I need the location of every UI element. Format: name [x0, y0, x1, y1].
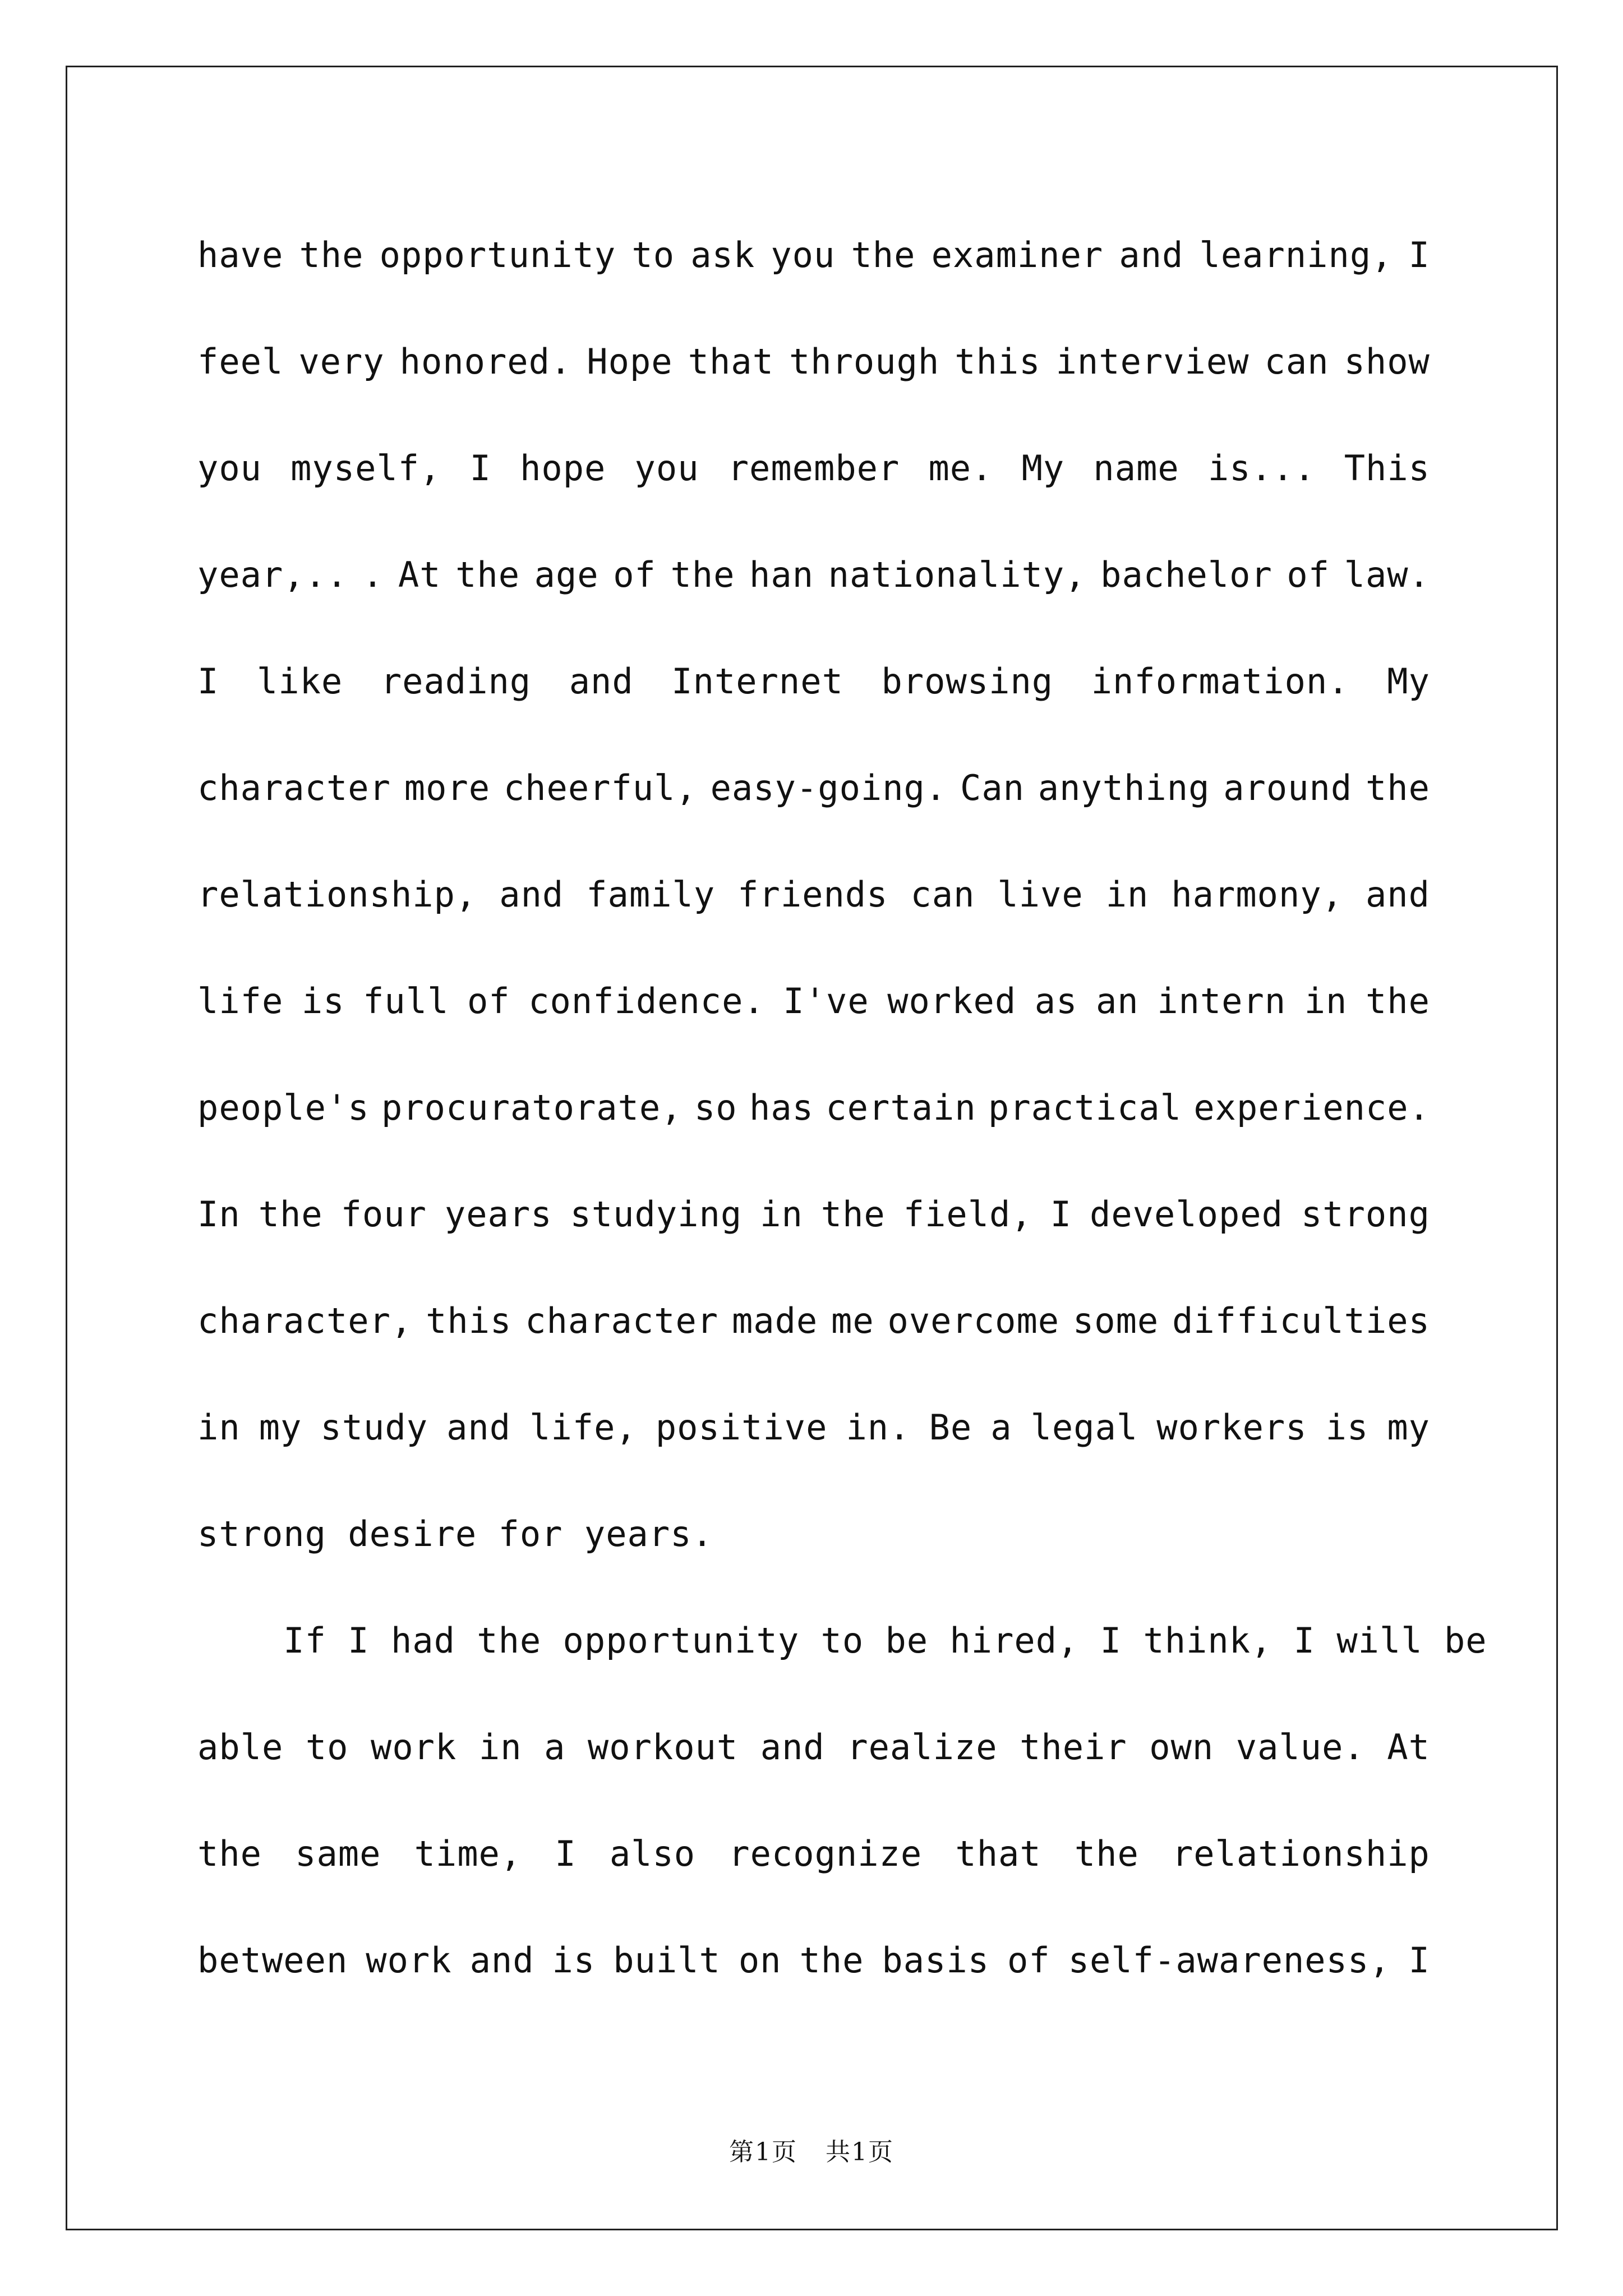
text-line: between work and is built on the basis of self-awareness, I: [197, 1940, 1430, 1981]
text-line: the same time, I also recognize that the relationship: [197, 1833, 1430, 1874]
page-total: 共1页: [826, 2138, 894, 2166]
text-line: In the four years studying in the field, I developed strong: [197, 1194, 1430, 1235]
page-number: 第1页: [729, 2138, 797, 2166]
text-line: in my study and life, positive in. Be a legal workers is my: [197, 1407, 1430, 1448]
text-line: character more cheerful, easy-going. Can anything around the: [197, 767, 1430, 808]
text-line: have the opportunity to ask you the examiner and learning, I: [197, 234, 1430, 275]
text-line: people's procuratorate, so has certain practical experience.: [197, 1087, 1430, 1128]
text-line: life is full of confidence. I've worked as an intern in the: [197, 981, 1430, 1022]
text-line: relationship, and family friends can live in harmony, and: [197, 874, 1430, 915]
text-line: able to work in a workout and realize their own value. At: [197, 1727, 1430, 1768]
text-line: year,.. . At the age of the han nationality, bachelor of law.: [197, 554, 1430, 595]
text-line: you myself, I hope you remember me. My name is... This: [197, 448, 1430, 489]
text-line: strong desire for years.: [197, 1513, 713, 1554]
text-line: If I had the opportunity to be hired, I think, I will be: [197, 1620, 1487, 1661]
page-footer: [0, 2132, 1623, 2168]
text-line: feel very honored. Hope that through this interview can show: [197, 341, 1430, 382]
text-line: character, this character made me overcome some difficulties: [197, 1300, 1430, 1341]
document-body: [197, 222, 1487, 2033]
text-line: I like reading and Internet browsing information. My: [197, 661, 1430, 702]
